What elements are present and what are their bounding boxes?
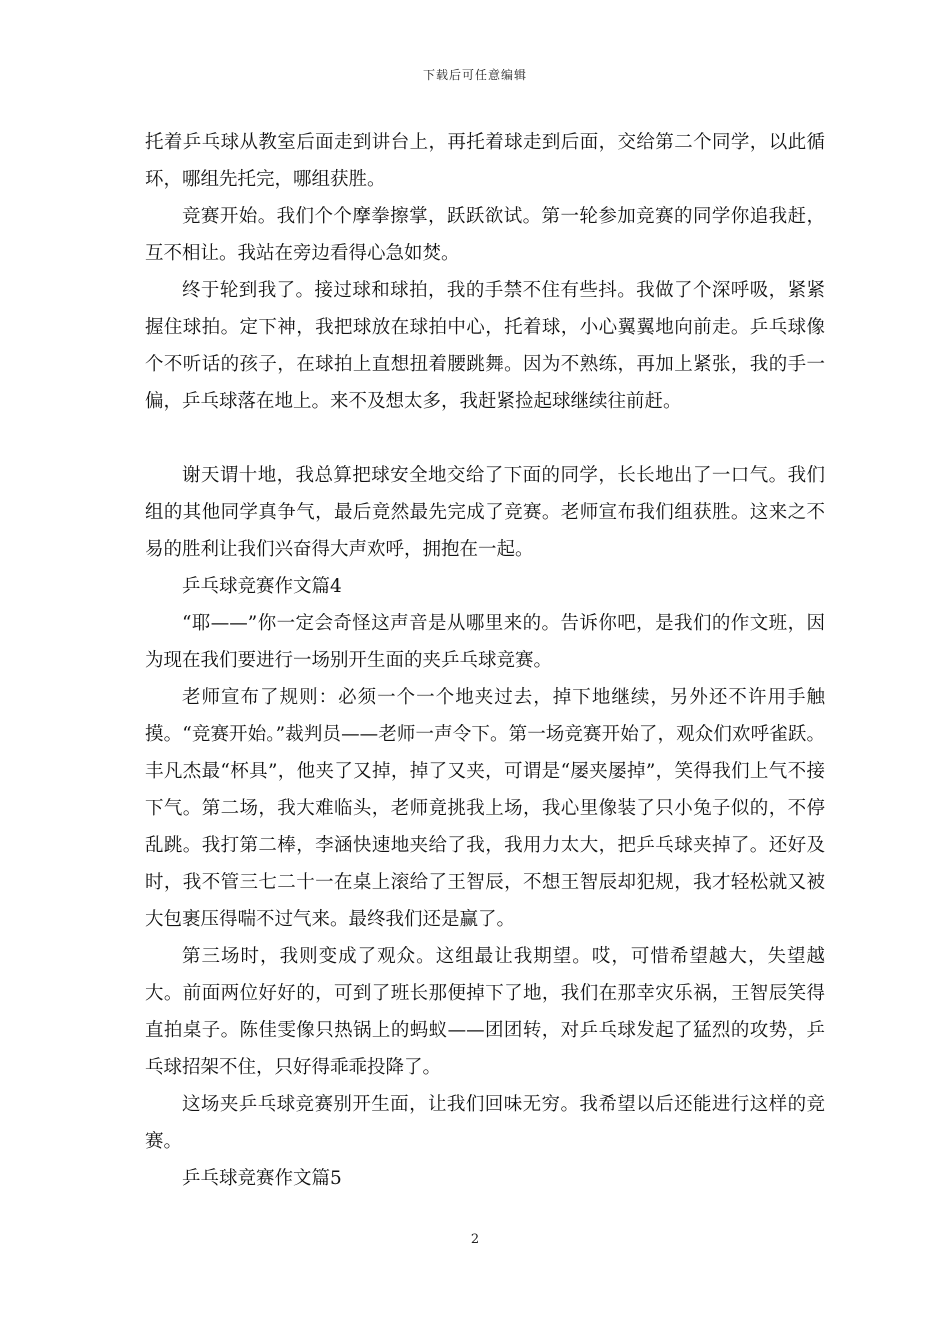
document-body [145,124,825,1197]
paragraph-5: “耶——”你一定会奇怪这声音是从哪里来的。告诉你吧，是我们的作文班，因为现在我们要进行一场别开生面的夹乒乓球竞赛。 [145,613,825,671]
section-title-4: 乒乓球竞赛作文篇4 [182,576,342,597]
paragraph-6: 老师宣布了规则：必须一个一个地夹过去，掉下地继续，另外还不许用手触摸。“竞赛开始。”裁判员——老师一声令下。第一场竞赛开始了，观众们欢呼雀跃。丰凡杰最“杯具”，他夹了又掉，掉了又夹，可谓是“屡夹屡掉”，笑得我们上气不接下气。第二场，我大难临头，老师竟挑我上场，我心里像装了只小兔子似的，不停乱跳。我打第二棒，李涵快速地夹给了我，我用力太大，把乒乓球夹掉了。还好及时，我不管三七二十一在桌上滚给了王智辰，不想王智辰却犯规，我才轻松就又被大包裹压得喘不过气来。最终我们还是赢了。 [145,687,825,930]
paragraph-8: 这场夹乒乓球竞赛别开生面，让我们回味无穷。我希望以后还能进行这样的竞赛。 [145,1094,825,1152]
page-number: 2 [470,1232,480,1247]
paragraph-7: 第三场时，我则变成了观众。这组最让我期望。哎，可惜希望越大，失望越大。前面两位好好的，可到了班长那便掉下了地，我们在那幸灾乐祸，王智辰笑得直拍桌子。陈佳雯像只热锅上的蚂蚁——团团转，对乒乓球发起了猛烈的攻势，乒乓球招架不住，只好得乖乖投降了。 [145,946,825,1078]
paragraph-1: 托着乒乓球从教室后面走到讲台上，再托着球走到后面，交给第二个同学，以此循环，哪组先托完，哪组获胜。 [145,132,825,190]
page-header: 下载后可任意编辑 [422,68,527,82]
paragraph-2: 竞赛开始。我们个个摩拳擦掌，跃跃欲试。第一轮参加竞赛的同学你追我赶，互不相让。我站在旁边看得心急如焚。 [145,206,825,264]
section-title-5: 乒乓球竞赛作文篇5 [182,1168,342,1189]
paragraph-4: 谢天谓十地，我总算把球安全地交给了下面的同学，长长地出了一口气。我们组的其他同学真争气，最后竟然最先完成了竞赛。老师宣布我们组获胜。这来之不易的胜利让我们兴奋得大声欢呼，拥抱在一起。 [145,465,825,560]
paragraph-3: 终于轮到我了。接过球和球拍，我的手禁不住有些抖。我做了个深呼吸，紧紧握住球拍。定下神，我把球放在球拍中心，托着球，小心翼翼地向前走。乒乓球像个不听话的孩子，在球拍上直想扭着腰跳舞。因为不熟练，再加上紧张，我的手一偏，乒乓球落在地上。来不及想太多，我赶紧捡起球继续往前赶。 [145,280,825,412]
